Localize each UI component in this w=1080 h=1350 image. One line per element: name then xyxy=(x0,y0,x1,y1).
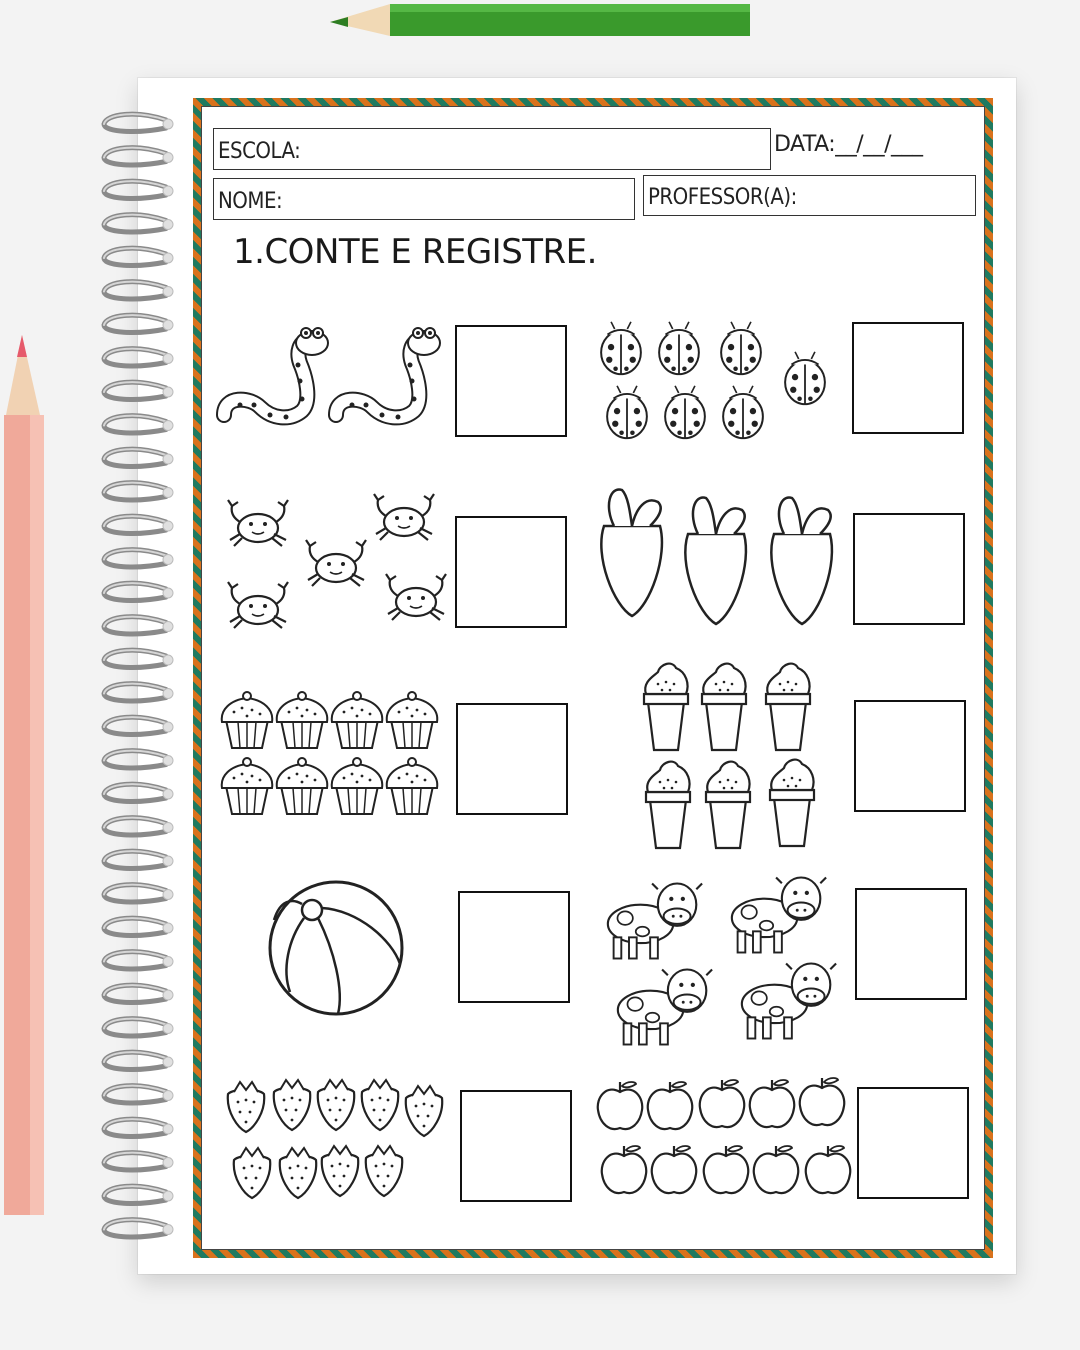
ladybug-icon xyxy=(596,320,646,376)
ladybug-icon xyxy=(654,320,704,376)
crab-icon xyxy=(386,574,448,624)
data-label: DATA:__/__/___ xyxy=(774,132,923,157)
escola-field[interactable] xyxy=(213,128,771,170)
answer-box-carrots[interactable] xyxy=(853,513,965,625)
carrot-icon xyxy=(764,494,844,628)
apple-icon xyxy=(798,1076,846,1128)
answer-box-strawberries[interactable] xyxy=(460,1090,572,1202)
ice-cream-icon xyxy=(698,660,750,752)
strawberry-icon xyxy=(362,1142,406,1198)
nome-field[interactable] xyxy=(213,178,635,220)
carrot-icon xyxy=(678,494,758,628)
answer-box-cupcakes[interactable] xyxy=(456,703,568,815)
carrot-icon xyxy=(594,486,674,620)
answer-box-crabs[interactable] xyxy=(455,516,567,628)
cow-icon xyxy=(728,872,828,958)
ladybug-icon xyxy=(602,384,652,440)
cow-icon xyxy=(604,878,704,964)
pink-pencil xyxy=(0,335,48,1215)
strawberry-icon xyxy=(230,1144,274,1200)
cupcake-icon xyxy=(275,758,329,818)
answer-box-cows[interactable] xyxy=(855,888,967,1000)
apple-icon xyxy=(804,1144,852,1196)
professor-field[interactable] xyxy=(643,175,976,216)
crab-icon xyxy=(374,494,436,544)
apple-icon xyxy=(650,1144,698,1196)
apple-icon xyxy=(702,1144,750,1196)
ice-cream-icon xyxy=(762,660,814,752)
apple-icon xyxy=(698,1078,746,1130)
ladybug-icon xyxy=(718,384,768,440)
apple-icon xyxy=(752,1144,800,1196)
ice-cream-icon xyxy=(702,758,754,850)
nome-label: NOME: xyxy=(218,189,283,214)
snake-icon xyxy=(220,325,330,430)
ladybug-icon xyxy=(780,350,830,406)
escola-label: ESCOLA: xyxy=(218,139,301,164)
strawberry-icon xyxy=(318,1142,362,1198)
apple-icon xyxy=(748,1078,796,1130)
strawberry-icon xyxy=(402,1082,446,1138)
exercise-title: 1.CONTE E REGISTRE. xyxy=(233,232,597,272)
apple-icon xyxy=(596,1080,644,1132)
beach-ball-icon xyxy=(268,880,406,1018)
answer-box-snakes[interactable] xyxy=(455,325,567,437)
ice-cream-icon xyxy=(640,660,692,752)
crab-icon xyxy=(306,540,368,590)
strawberry-icon xyxy=(270,1076,314,1132)
strawberry-icon xyxy=(276,1144,320,1200)
crab-icon xyxy=(228,582,290,632)
answer-box-ball[interactable] xyxy=(458,891,570,1003)
cupcake-icon xyxy=(385,692,439,752)
professor-label: PROFESSOR(A): xyxy=(648,185,797,210)
answer-box-ladybugs[interactable] xyxy=(852,322,964,434)
cupcake-icon xyxy=(275,692,329,752)
crab-icon xyxy=(228,500,290,550)
ladybug-icon xyxy=(716,320,766,376)
ice-cream-icon xyxy=(642,758,694,850)
cow-icon xyxy=(614,964,714,1050)
strawberry-icon xyxy=(224,1078,268,1134)
answer-box-apples[interactable] xyxy=(857,1087,969,1199)
strawberry-icon xyxy=(314,1076,358,1132)
green-pencil xyxy=(330,0,750,40)
spiral-binding xyxy=(96,100,186,1250)
snake-icon xyxy=(332,325,442,430)
cupcake-icon xyxy=(330,692,384,752)
cupcake-icon xyxy=(330,758,384,818)
ice-cream-icon xyxy=(766,756,818,848)
cupcake-icon xyxy=(220,758,274,818)
apple-icon xyxy=(646,1080,694,1132)
ladybug-icon xyxy=(660,384,710,440)
cupcake-icon xyxy=(385,758,439,818)
answer-box-ice-creams[interactable] xyxy=(854,700,966,812)
apple-icon xyxy=(600,1144,648,1196)
cow-icon xyxy=(738,958,838,1044)
cupcake-icon xyxy=(220,692,274,752)
strawberry-icon xyxy=(358,1076,402,1132)
